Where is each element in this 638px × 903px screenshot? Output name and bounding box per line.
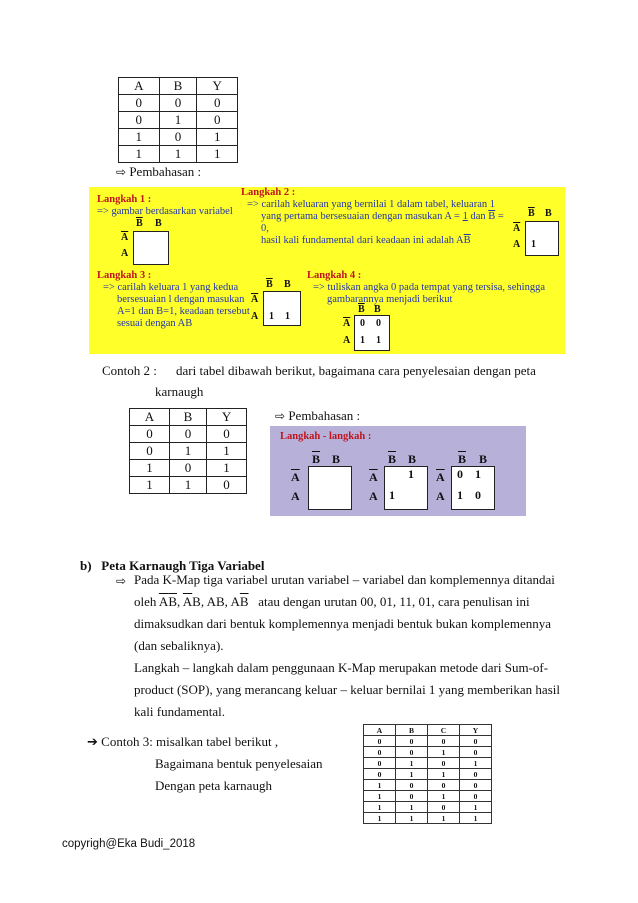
kmap4-cell: 0	[360, 318, 365, 329]
table-cell: 0	[364, 747, 396, 758]
table-cell: 0	[169, 460, 206, 477]
pembahasan-1	[116, 164, 201, 180]
steps-panel-2	[270, 426, 526, 516]
pkmap1-b-label: B	[332, 452, 341, 466]
arrow-right-icon: ⇨	[116, 165, 127, 179]
step-4-line: => tuliskan angka 0 pada tempat yang tersisa, sehingga	[313, 282, 545, 293]
table-cell: 0	[130, 443, 170, 460]
contoh-3-line-1	[87, 734, 278, 751]
arrow-right-icon: ⇨	[116, 574, 127, 588]
table-cell: 1	[428, 769, 460, 780]
table-cell: 0	[130, 426, 170, 443]
arrow-right-icon: ⇨	[275, 409, 286, 423]
step-3	[97, 270, 250, 330]
paragraph-line	[134, 591, 564, 613]
table-cell: 1	[207, 460, 247, 477]
table-row	[130, 477, 247, 494]
kmap4-cell: 1	[360, 335, 365, 346]
table-cell: 1	[119, 146, 160, 163]
text: atau dengan urutan 00, 01, 11, 01, cara penulisan ini	[248, 594, 530, 609]
table-row	[364, 747, 492, 758]
section-b-heading: b) Peta Karnaugh Tiga Variabel	[80, 558, 265, 573]
kmap-1-grid	[133, 231, 169, 265]
table-cell: 1	[460, 813, 492, 824]
kmap3-a-label: A	[251, 311, 259, 322]
pkmap3-a-label: A	[436, 489, 445, 503]
step-4-title: Langkah 4 :	[307, 270, 362, 281]
step-2-value-a: 1	[462, 211, 468, 222]
table-row	[119, 95, 238, 112]
table-cell: 1	[159, 146, 197, 163]
kmap3-b-bar-label: $\overline{B}$	[266, 279, 273, 290]
step-1	[97, 194, 233, 218]
table-cell: B	[396, 725, 428, 736]
table-row	[130, 460, 247, 477]
pkmap3-b-bar-label: $\overline{B}$	[458, 452, 467, 466]
table-cell: 1	[396, 758, 428, 769]
text: oleh	[134, 594, 159, 609]
table-cell: 1	[364, 780, 396, 791]
step-2-text: yang pertama bersesuaian dengan masukan A =	[261, 211, 463, 222]
step-2-line-2	[261, 211, 511, 235]
table-cell: 0	[428, 736, 460, 747]
pkmap2-cell: 1	[408, 467, 414, 481]
kmap4-cell: 1	[376, 335, 381, 346]
kmap2-a-bar-label: $\overline{A}$	[513, 223, 521, 234]
table-cell: 0	[364, 769, 396, 780]
table-cell: 0	[460, 791, 492, 802]
pkmap3-cell: 1	[475, 467, 481, 481]
table-cell: C	[428, 725, 460, 736]
purple-panel-title: Langkah - langkah :	[280, 431, 372, 442]
table-header	[364, 725, 492, 736]
pkmap1-a-label: A	[291, 489, 300, 503]
table-cell: 0	[197, 112, 238, 129]
truth-table-3	[363, 724, 492, 824]
table-cell: 1	[396, 813, 428, 824]
table-cell: 0	[159, 95, 197, 112]
table-cell: 0	[207, 426, 247, 443]
paragraph-line: Langkah – langkah dalam penggunaan K-Map merupakan metode dari Sum-of-	[134, 660, 549, 675]
footer-copyright: copyrigh@Eka Budi_2018	[62, 838, 196, 850]
table-row	[364, 813, 492, 824]
term-b: B	[192, 594, 201, 609]
contoh-3-line-2: Bagaimana bentuk penyelesaian	[155, 756, 323, 771]
table-row	[119, 129, 238, 146]
table-cell: 0	[169, 426, 206, 443]
pkmap1-b-bar-label: $\overline{B}$	[312, 452, 321, 466]
step-1-title: Langkah 1 :	[97, 194, 152, 205]
pkmap3-cell: 0	[457, 467, 463, 481]
table-cell: 0	[460, 780, 492, 791]
table-cell: 0	[207, 477, 247, 494]
table-row	[119, 112, 238, 129]
table-cell: A	[119, 78, 160, 95]
table-cell: 0	[364, 736, 396, 747]
table-cell: 1	[428, 791, 460, 802]
paragraph-line: product (SOP), yang merancang keluar – keluar bernilai 1 yang memberikan hasil	[134, 682, 560, 697]
table-cell: 0	[428, 802, 460, 813]
pembahasan-label: Pembahasan :	[288, 408, 361, 423]
step-1-body: => gambar berdasarkan variabel	[97, 206, 233, 217]
pkmap2-a-label: A	[369, 489, 378, 503]
table-cell: 1	[364, 791, 396, 802]
kmap1-b-bar-label: $\overline{B}$	[136, 218, 143, 229]
kmap4-cell: 0	[376, 318, 381, 329]
table-cell: 1	[460, 758, 492, 769]
step-3-line: => carilah keluara 1 yang kedua	[103, 282, 239, 293]
section-b-paragraph-2	[134, 657, 564, 723]
table-cell: 0	[460, 769, 492, 780]
table-cell: 0	[396, 747, 428, 758]
table-header	[130, 409, 247, 426]
kmap1-b-label: B	[155, 218, 162, 229]
table-cell: 0	[428, 758, 460, 769]
table-row	[130, 426, 247, 443]
term-a-bar: $\overline{A}$	[182, 594, 193, 609]
step-4-line: gambarannya menjadi berikut	[327, 294, 453, 305]
contoh-3-text: Contoh 3: misalkan tabel berikut ,	[101, 734, 279, 749]
contoh-2-text-2: karnaugh	[155, 384, 204, 399]
pkmap3-cell: 0	[475, 488, 481, 502]
table-cell: 0	[364, 758, 396, 769]
pkmap2-cell: 1	[389, 488, 395, 502]
pkmap2-b-label: B	[408, 452, 417, 466]
step-2-text: hasil kali fundamental dari keadaan ini adalah A	[261, 235, 464, 246]
table-cell: 0	[460, 747, 492, 758]
paragraph-line: dimaksudkan dari bentuk komplemennya menjadi bentuk bukan komplemennya	[134, 616, 551, 631]
table-cell: 0	[119, 95, 160, 112]
kmap4-b-label: B	[374, 304, 381, 315]
pembahasan-2	[275, 408, 360, 424]
table-cell: 1	[169, 443, 206, 460]
pkmap2-b-bar-label: $\overline{B}$	[388, 452, 397, 466]
table-cell: 1	[197, 129, 238, 146]
truth-table-1	[118, 77, 238, 163]
truth-table-2	[129, 408, 247, 494]
table-cell: Y	[207, 409, 247, 426]
table-cell: 1	[428, 747, 460, 758]
step-3-line: A=1 dan B=1, keadaan tersebut	[117, 306, 250, 317]
table-cell: 1	[169, 477, 206, 494]
term-b-bar: $\overline{B}$	[168, 594, 177, 609]
term-a-bar: $\overline{A}$	[158, 594, 169, 609]
step-3-line: sesuai dengan AB	[117, 318, 193, 329]
paragraph-line: kali fundamental.	[134, 704, 225, 719]
kmap3-cell: 1	[269, 311, 274, 322]
table-row	[364, 758, 492, 769]
table-cell: B	[159, 78, 197, 95]
pkmap3-a-bar-label: $\overline{A}$	[436, 470, 445, 484]
pkmap2-a-bar-label: $\overline{A}$	[369, 470, 378, 484]
table-cell: 0	[197, 95, 238, 112]
pkmap1-a-bar-label: $\overline{A}$	[291, 470, 300, 484]
kmap1-a-bar-label: $\overline{A}$	[121, 232, 129, 243]
kmap3-cell: 1	[285, 311, 290, 322]
paragraph-line: Pada K-Map tiga variabel urutan variabel – variabel dan komplemennya ditandai	[134, 572, 555, 587]
table-cell: 1	[364, 802, 396, 813]
text: , AB,	[200, 594, 231, 609]
term-a: A	[230, 594, 240, 609]
table-cell: 1	[119, 129, 160, 146]
table-cell: 0	[396, 780, 428, 791]
term-b-bar: $\overline{B}$	[239, 594, 249, 609]
table-cell: B	[169, 409, 206, 426]
contoh-3-line-3: Dengan peta karnaugh	[155, 778, 272, 793]
step-3-title: Langkah 3 :	[97, 270, 152, 281]
table-cell: 1	[364, 813, 396, 824]
table-row	[119, 146, 238, 163]
kmap3-b-label: B	[284, 279, 291, 290]
table-row	[364, 769, 492, 780]
contoh-2-label: Contoh 2 :	[102, 363, 157, 378]
step-2-b-bar: $\overline{B}$	[463, 235, 471, 246]
table-cell: 1	[130, 460, 170, 477]
table-cell: A	[364, 725, 396, 736]
table-cell: 1	[396, 802, 428, 813]
text: ,	[176, 594, 183, 609]
table-cell: 0	[119, 112, 160, 129]
step-2-text: dan	[467, 211, 489, 222]
kmap2-cell: 1	[531, 239, 536, 250]
pkmap3-cell: 1	[457, 488, 463, 502]
step-4	[307, 270, 557, 306]
arrow-right-icon: ➔	[87, 735, 98, 750]
kmap2-b-label: B	[545, 208, 552, 219]
table-cell: 1	[197, 146, 238, 163]
kmap4-a-bar-label: $\overline{A}$	[343, 318, 351, 329]
table-cell: 0	[159, 129, 197, 146]
table-cell: 0	[460, 736, 492, 747]
table-row	[130, 443, 247, 460]
table-row	[364, 802, 492, 813]
steps-panel	[89, 187, 565, 354]
table-cell: 0	[396, 736, 428, 747]
table-cell: 0	[396, 791, 428, 802]
kmap4-a-label: A	[343, 335, 351, 346]
pembahasan-label: Pembahasan :	[129, 164, 202, 179]
table-row	[364, 736, 492, 747]
kmap3-a-bar-label: $\overline{A}$	[251, 294, 259, 305]
step-2-line-3	[261, 235, 511, 247]
pkmap-1-grid	[308, 466, 352, 510]
step-2-text: = 0,	[261, 211, 504, 234]
table-cell: Y	[197, 78, 238, 95]
kmap4-b-bar-label: $\overline{B}$	[358, 304, 365, 315]
step-2-title: Langkah 2 :	[241, 187, 296, 198]
table-cell: A	[130, 409, 170, 426]
table-cell: 1	[460, 802, 492, 813]
table-row	[364, 780, 492, 791]
paragraph-line: (dan sebaliknya).	[134, 638, 224, 653]
step-2-b-bar: $\overline{B}$	[488, 211, 496, 222]
table-cell: 1	[428, 813, 460, 824]
table-cell: Y	[460, 725, 492, 736]
contoh-2-text: dari tabel dibawah berikut, bagaimana cara penyelesaian dengan peta	[176, 363, 536, 378]
table-cell: 1	[159, 112, 197, 129]
table-header	[119, 78, 238, 95]
section-b-bullet	[116, 573, 126, 589]
table-cell: 1	[396, 769, 428, 780]
table-row	[364, 791, 492, 802]
table-cell: 0	[428, 780, 460, 791]
kmap2-b-bar-label: $\overline{B}$	[528, 208, 535, 219]
table-cell: 1	[207, 443, 247, 460]
step-2-line-1: => carilah keluaran yang bernilai 1 dalam tabel, keluaran 1	[247, 199, 495, 210]
table-cell: 1	[130, 477, 170, 494]
pkmap3-b-label: B	[479, 452, 488, 466]
step-2	[241, 187, 511, 247]
kmap2-a-label: A	[513, 239, 521, 250]
kmap1-a-label: A	[121, 248, 129, 259]
step-3-line: bersesuaian l dengan masukan	[117, 294, 245, 305]
section-b-paragraph-1	[134, 569, 564, 657]
